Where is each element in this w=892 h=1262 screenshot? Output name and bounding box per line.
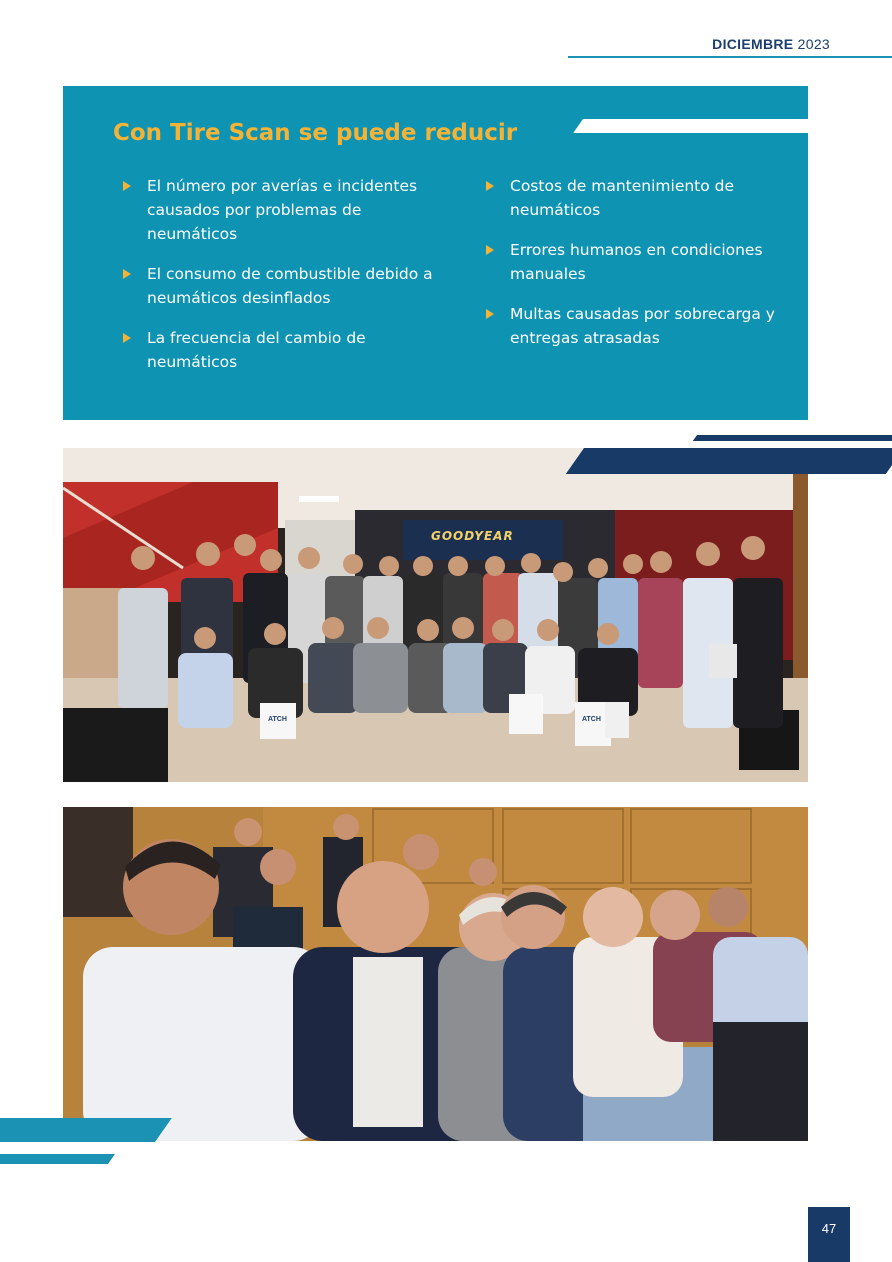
issue-date: [712, 36, 830, 52]
bullet-item: [484, 302, 804, 350]
page-number-text: 47: [821, 1221, 837, 1236]
page-number: [808, 1207, 850, 1262]
bullet-item: [121, 326, 441, 374]
audience-photo: [63, 807, 808, 1141]
bag-logo: ATCH: [268, 716, 287, 723]
bullet-list-left: [121, 174, 441, 390]
feature-box-title: Con Tire Scan se puede reducir: [113, 120, 518, 146]
bullet-item: [121, 262, 441, 310]
triangle-bullet-icon: [486, 245, 494, 255]
triangle-bullet-icon: [486, 309, 494, 319]
bullet-item: [121, 174, 441, 246]
bullet-text: El número por averías e incidentes causados por problemas de neumáticos: [147, 177, 418, 243]
group-photo: [63, 448, 808, 782]
triangle-bullet-icon: [486, 181, 494, 191]
decorative-stripe-teal: [0, 1118, 172, 1142]
audience-photo-illustration: [63, 807, 808, 1141]
bag-logo: ATCH: [582, 716, 601, 723]
triangle-bullet-icon: [123, 181, 131, 191]
goodyear-banner-logo: GOODYEAR: [431, 529, 514, 543]
feature-box: [63, 86, 808, 420]
decorative-stripe-teal-thin: [0, 1154, 115, 1164]
group-photo-illustration: [63, 448, 808, 782]
bullet-item: [484, 174, 804, 222]
bullet-text: La frecuencia del cambio de neumáticos: [147, 329, 366, 371]
triangle-bullet-icon: [123, 269, 131, 279]
bullet-text: Errores humanos en condiciones manuales: [510, 241, 763, 283]
bullet-text: Costos de mantenimiento de neumáticos: [510, 177, 735, 219]
issue-year: 2023: [797, 36, 830, 52]
issue-month: DICIEMBRE: [712, 36, 794, 52]
decorative-stripe-navy-thick: [566, 448, 892, 474]
triangle-bullet-icon: [123, 333, 131, 343]
decorative-stripe-navy-thin: [693, 435, 892, 441]
bullet-item: [484, 238, 804, 286]
header-rule: [568, 56, 892, 58]
decorative-stripe: [573, 119, 808, 133]
bullet-list-right: [484, 174, 804, 366]
bullet-text: El consumo de combustible debido a neumáticos desinflados: [147, 265, 433, 307]
bullet-text: Multas causadas por sobrecarga y entregas atrasadas: [510, 305, 775, 347]
